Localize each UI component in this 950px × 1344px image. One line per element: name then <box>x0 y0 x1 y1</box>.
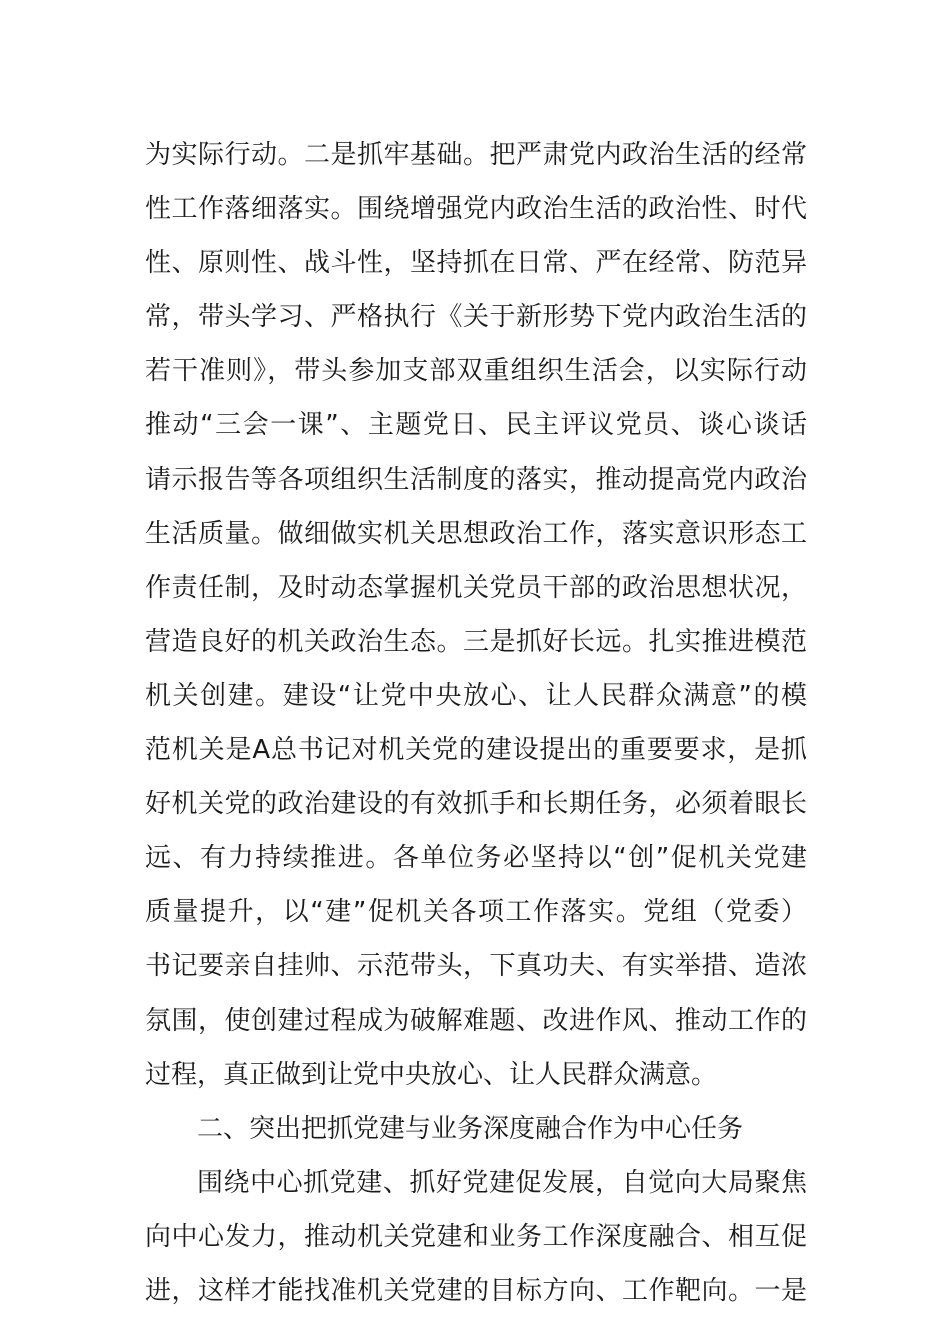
text-line: 性、原则性、战斗性，坚持抓在日常、严在经常、防范异 <box>145 248 807 279</box>
text-line: 请示报告等各项组织生活制度的落实，推动提高党内政治 <box>145 464 807 495</box>
text-line: 进，这样才能找准机关党建的目标方向、工作靶向。一是 <box>145 1275 807 1306</box>
paragraph-end-line: 过程，真正做到让党中央放心、让人民群众满意。 <box>145 1059 718 1090</box>
text-line: 若干准则》，带头参加支部双重组织生活会，以实际行动 <box>145 356 807 387</box>
text-line: 机关创建。建设“让党中央放心、让人民群众满意”的模 <box>145 680 807 711</box>
text-line: 向中心发力，推动机关党建和业务工作深度融合、相互促 <box>145 1221 807 1252</box>
text-line: 生活质量。做细做实机关思想政治工作，落实意识形态工 <box>145 518 807 549</box>
text-line: 为实际行动。二是抓牢基础。把严肃党内政治生活的经常 <box>145 140 807 170</box>
body-text <box>145 128 807 1318</box>
text-line: 营造良好的机关政治生态。三是抓好长远。扎实推进模范 <box>145 626 807 657</box>
text-line: 作责任制，及时动态掌握机关党员干部的政治思想状况， <box>145 572 807 603</box>
text-line: 书记要亲自挂帅、示范带头，下真功夫、有实举措、造浓 <box>145 951 807 982</box>
text-line: 推动“三会一课”、主题党日、民主评议党员、谈心谈话 <box>145 410 807 441</box>
text-line: 范机关是A总书记对机关党的建设提出的重要要求，是抓 <box>145 735 807 766</box>
text-line: 好机关党的政治建设的有效抓手和长期任务，必须着眼长 <box>145 789 807 820</box>
text-line: 性工作落细落实。围绕增强党内政治生活的政治性、时代 <box>145 194 807 225</box>
paragraph-first-line: 围绕中心抓党建、抓好党建促发展，自觉向大局聚焦 <box>197 1167 807 1198</box>
text-line: 远、有力持续推进。各单位务必坚持以“创”促机关党建 <box>145 843 807 874</box>
text-line: 氛围，使创建过程成为破解难题、改进作风、推动工作的 <box>145 1005 807 1036</box>
section-heading: 二、突出把抓党建与业务深度融合作为中心任务 <box>197 1113 744 1144</box>
text-line: 常，带头学习、严格执行《关于新形势下党内政治生活的 <box>145 302 807 333</box>
text-line: 质量提升，以“建”促机关各项工作落实。党组（党委） <box>145 897 807 928</box>
